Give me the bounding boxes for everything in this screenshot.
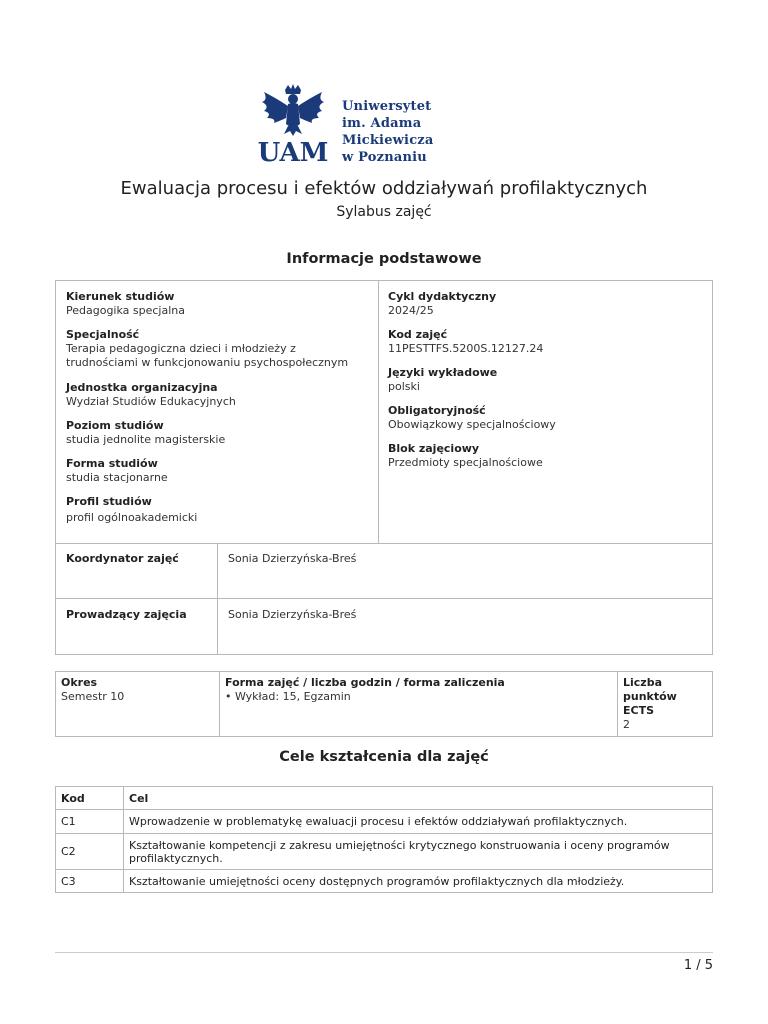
table-row: [56, 810, 713, 834]
field-value: Pedagogika specjalna: [66, 304, 185, 317]
column-divider: [217, 543, 218, 654]
field-label: Specjalność: [66, 328, 140, 341]
field-label: Blok zajęciowy: [388, 442, 480, 455]
footer-divider: [55, 952, 713, 953]
field-poziom: [66, 419, 225, 447]
field-value: 11PESTTFS.5200S.12127.24: [388, 342, 544, 355]
row-divider: [56, 598, 712, 599]
field-value: Terapia pedagogiczna dzieci i młodzieży z trudnościami w funkcjonowaniu psychospołecznym: [66, 342, 349, 369]
goal-code: C1: [56, 810, 124, 834]
course-title: Ewaluacja procesu i efektów oddziaływań profilaktycznych: [120, 178, 648, 199]
teachers-value: Sonia Dzierzyńska-Breś: [228, 608, 357, 621]
goals-heading: Cele kształcenia dla zajęć: [279, 749, 489, 765]
field-blok: [388, 442, 543, 470]
teachers-label: Prowadzący zajęcia: [66, 608, 187, 621]
column-header: Cel: [124, 787, 713, 810]
ects-label: Liczba punktów ECTS: [623, 676, 677, 717]
period-label: Okres: [61, 676, 98, 689]
field-label: Języki wykładowe: [388, 366, 498, 379]
ects-value: 2: [623, 718, 630, 731]
field-label: Obligatoryjność: [388, 404, 486, 417]
university-name-line: Uniwersytet: [342, 99, 432, 114]
university-name: [342, 98, 510, 166]
row-divider: [56, 543, 712, 544]
goal-code: C3: [56, 870, 124, 893]
university-name-line: w Poznaniu: [342, 150, 427, 165]
goal-text: Wprowadzenie w problematykę ewaluacji procesu i efektów oddziaływań profilaktycznych.: [124, 810, 713, 834]
field-value: Przedmioty specjalnościowe: [388, 456, 543, 469]
goal-code: C2: [56, 834, 124, 870]
field-label: Profil studiów: [66, 495, 152, 508]
table-cell: [56, 672, 220, 737]
field-obligatoryjnosc: [388, 404, 556, 432]
table-row: [56, 870, 713, 893]
column-divider: [378, 281, 379, 543]
field-label: Kierunek studiów: [66, 290, 175, 303]
field-label: Poziom studiów: [66, 419, 164, 432]
field-label: Kod zajęć: [388, 328, 448, 341]
table-header-row: [56, 787, 713, 810]
field-profil: [66, 495, 197, 525]
table-cell: [618, 672, 713, 737]
period-table: [55, 671, 713, 737]
period-value: Semestr 10: [61, 690, 125, 703]
coordinator-value: Sonia Dzierzyńska-Breś: [228, 552, 357, 565]
field-jezyki: [388, 366, 497, 394]
table-row: [56, 834, 713, 870]
field-value: Wydział Studiów Edukacyjnych: [66, 395, 236, 408]
field-value: Obowiązkowy specjalnościowy: [388, 418, 556, 431]
basic-info-heading: Informacje podstawowe: [286, 251, 482, 267]
page-number: 1 / 5: [683, 958, 713, 973]
column-header: Kod: [56, 787, 124, 810]
coordinator-label: Koordynator zajęć: [66, 552, 179, 565]
field-value: studia jednolite magisterskie: [66, 433, 226, 446]
field-specjalnosc: [66, 328, 366, 370]
table-row: [56, 672, 713, 737]
field-jednostka: [66, 381, 236, 409]
field-value: 2024/25: [388, 304, 434, 317]
goal-text: Kształtowanie umiejętności oceny dostępnych programów profilaktycznych dla młodzieży.: [124, 870, 713, 893]
field-cykl: [388, 290, 496, 318]
goal-text: Kształtowanie kompetencji z zakresu umiejętności krytycznego konstruowania i oceny programów profilaktycznych.: [124, 834, 713, 870]
field-label: Forma studiów: [66, 457, 158, 470]
goals-table: [55, 786, 713, 893]
field-value: polski: [388, 380, 420, 393]
eagle-crest-icon: [258, 84, 328, 164]
field-forma: [66, 457, 168, 485]
university-name-line: im. Adama Mickiewicza: [342, 116, 434, 148]
field-kod: [388, 328, 543, 356]
field-kierunek: [66, 290, 185, 318]
field-value: profil ogólnoakademicki: [66, 511, 198, 524]
table-cell: [220, 672, 618, 737]
field-value: studia stacjonarne: [66, 471, 168, 484]
university-logo: [258, 84, 510, 164]
field-label: Jednostka organizacyjna: [66, 381, 218, 394]
basic-info-panel: [55, 280, 713, 655]
document-subtitle: Sylabus zajęć: [336, 204, 432, 220]
field-label: Cykl dydaktyczny: [388, 290, 497, 303]
form-value: • Wykład: 15, Egzamin: [225, 690, 351, 703]
form-label: Forma zajęć / liczba godzin / forma zaliczenia: [225, 676, 505, 689]
svg-text:UAM: UAM: [258, 138, 328, 164]
